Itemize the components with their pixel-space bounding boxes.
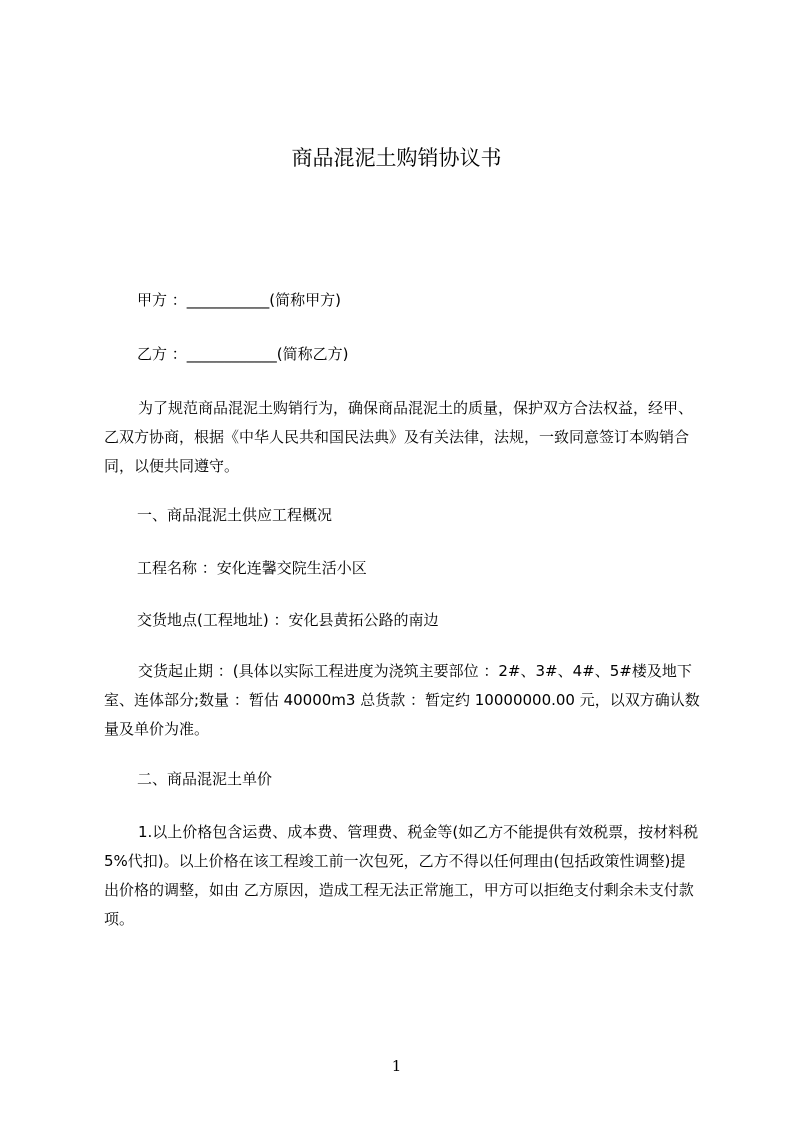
price-clause-paragraph: 1.以上价格包含运费、成本费、管理费、税金等(如乙方不能提供有效税票，按材料税 5%代扣)。以上价格在该工程竣工前一次包死，乙方不得以任何理由(包括政策性调整)提出价格的调整，如由 乙方原因，造成工程无法正常施工，甲方可以拒绝支付剩余未支付款项。: [104, 823, 699, 928]
page-number: 1: [391, 1057, 402, 1075]
section-2-heading: 二、商品混泥土单价: [137, 770, 273, 788]
party-a-line: 甲方 ：___________(简称甲方): [137, 291, 341, 309]
section-1-heading: 一、商品混泥土供应工程概况: [137, 506, 333, 524]
delivery-period-paragraph: 交货起止期 ：(具体以实际工程进度为浇筑主要部位 ：2#、3#、4#、5#楼及地下室、连体部分;数量 ：暂估 40000m3 总货款 ：暂定约 10000000.00 元，以双方确认数量及单价为准。: [104, 662, 700, 738]
document-title: 商品混泥土购销协议书: [291, 146, 502, 170]
delivery-place-line: 交货地点(工程地址) ：安化县黄拓公路的南边: [137, 611, 439, 629]
project-name-line: 工程名称 ：安化连馨交院生活小区: [137, 559, 367, 577]
preamble-paragraph: 为了规范商品混泥土购销行为，确保商品混泥土的质量，保护双方合法权益，经甲、乙双方协商，根据《中华人民共和国民法典》及有关法律，法规，一致同意签订本购销合同，以便共同遵守。: [104, 399, 694, 475]
party-b-line: 乙方 ：____________(简称乙方): [137, 345, 349, 363]
